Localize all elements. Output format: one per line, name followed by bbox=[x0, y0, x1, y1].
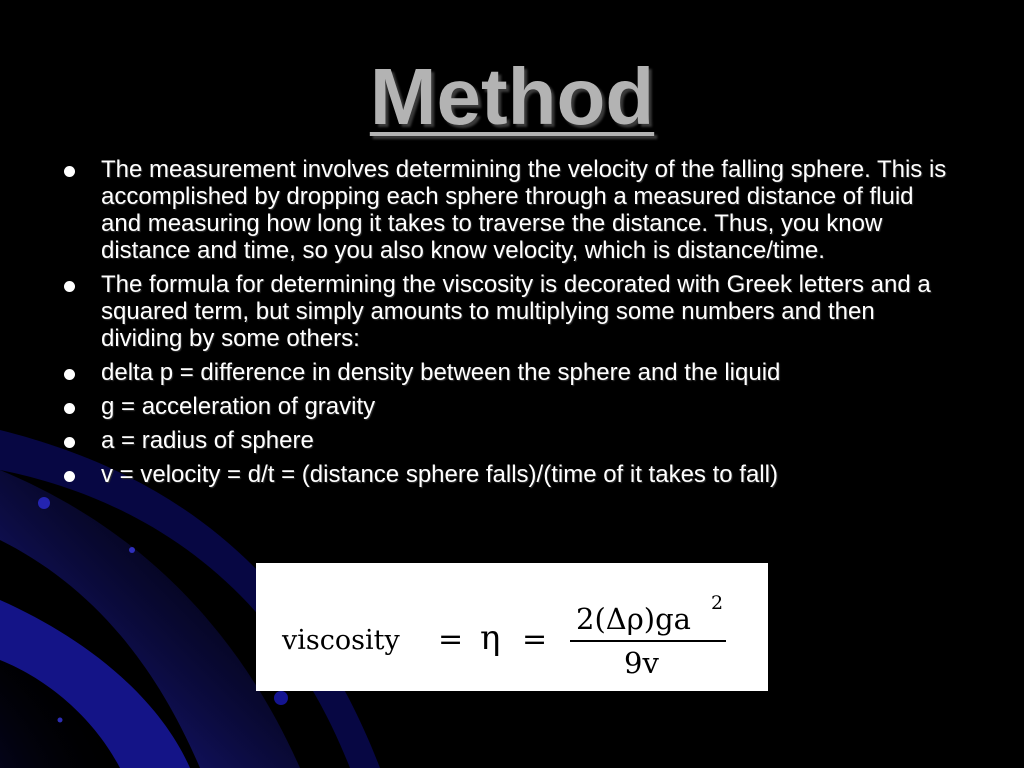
bullet-text: a = radius of sphere bbox=[101, 427, 314, 454]
formula-lhs: viscosity bbox=[282, 625, 400, 656]
bullet-text: delta p = difference in density between the sphere and the liquid bbox=[101, 359, 781, 386]
bullet-text: The measurement involves determining the velocity of the falling sphere. This is accomplished by dropping each sphere through a measured distance of fluid and measuring how long it takes to traverse the distance. Thus, you know distance and time, so you also know velocity, which is distance/time. bbox=[101, 156, 947, 264]
bullet-dot-icon bbox=[64, 471, 75, 482]
bullet-dot-icon bbox=[64, 403, 75, 414]
formula-equals-1: = bbox=[438, 622, 464, 657]
slide-title: Method bbox=[369, 52, 655, 141]
formula-equals-2: = bbox=[522, 622, 548, 657]
bullet-list bbox=[60, 156, 960, 495]
bullet-text: v = velocity = d/t = (distance sphere falls)/(time of it takes to fall) bbox=[101, 461, 778, 488]
formula-svg bbox=[256, 563, 768, 691]
formula-eta-symbol: η bbox=[480, 618, 501, 658]
bullet-item bbox=[60, 156, 960, 264]
bullet-item bbox=[60, 427, 960, 454]
bullet-text: g = acceleration of gravity bbox=[101, 393, 376, 420]
bullet-item bbox=[60, 461, 960, 488]
bullet-item bbox=[60, 271, 960, 352]
bullet-dot-icon bbox=[64, 281, 75, 292]
bullet-item bbox=[60, 393, 960, 420]
bullet-dot-icon bbox=[64, 437, 75, 448]
bullet-text: The formula for determining the viscosity is decorated with Greek letters and a squared term, but simply amounts to multiplying some numbers and then dividing by some others: bbox=[101, 271, 931, 352]
bullet-item bbox=[60, 359, 960, 386]
formula-exponent: 2 bbox=[711, 592, 724, 614]
bullet-dot-icon bbox=[64, 166, 75, 177]
bullet-dot-icon bbox=[64, 369, 75, 380]
formula-numerator: 2(Δρ)ga bbox=[576, 602, 691, 636]
formula-denominator: 9v bbox=[624, 646, 659, 680]
viscosity-formula-image bbox=[256, 563, 768, 691]
